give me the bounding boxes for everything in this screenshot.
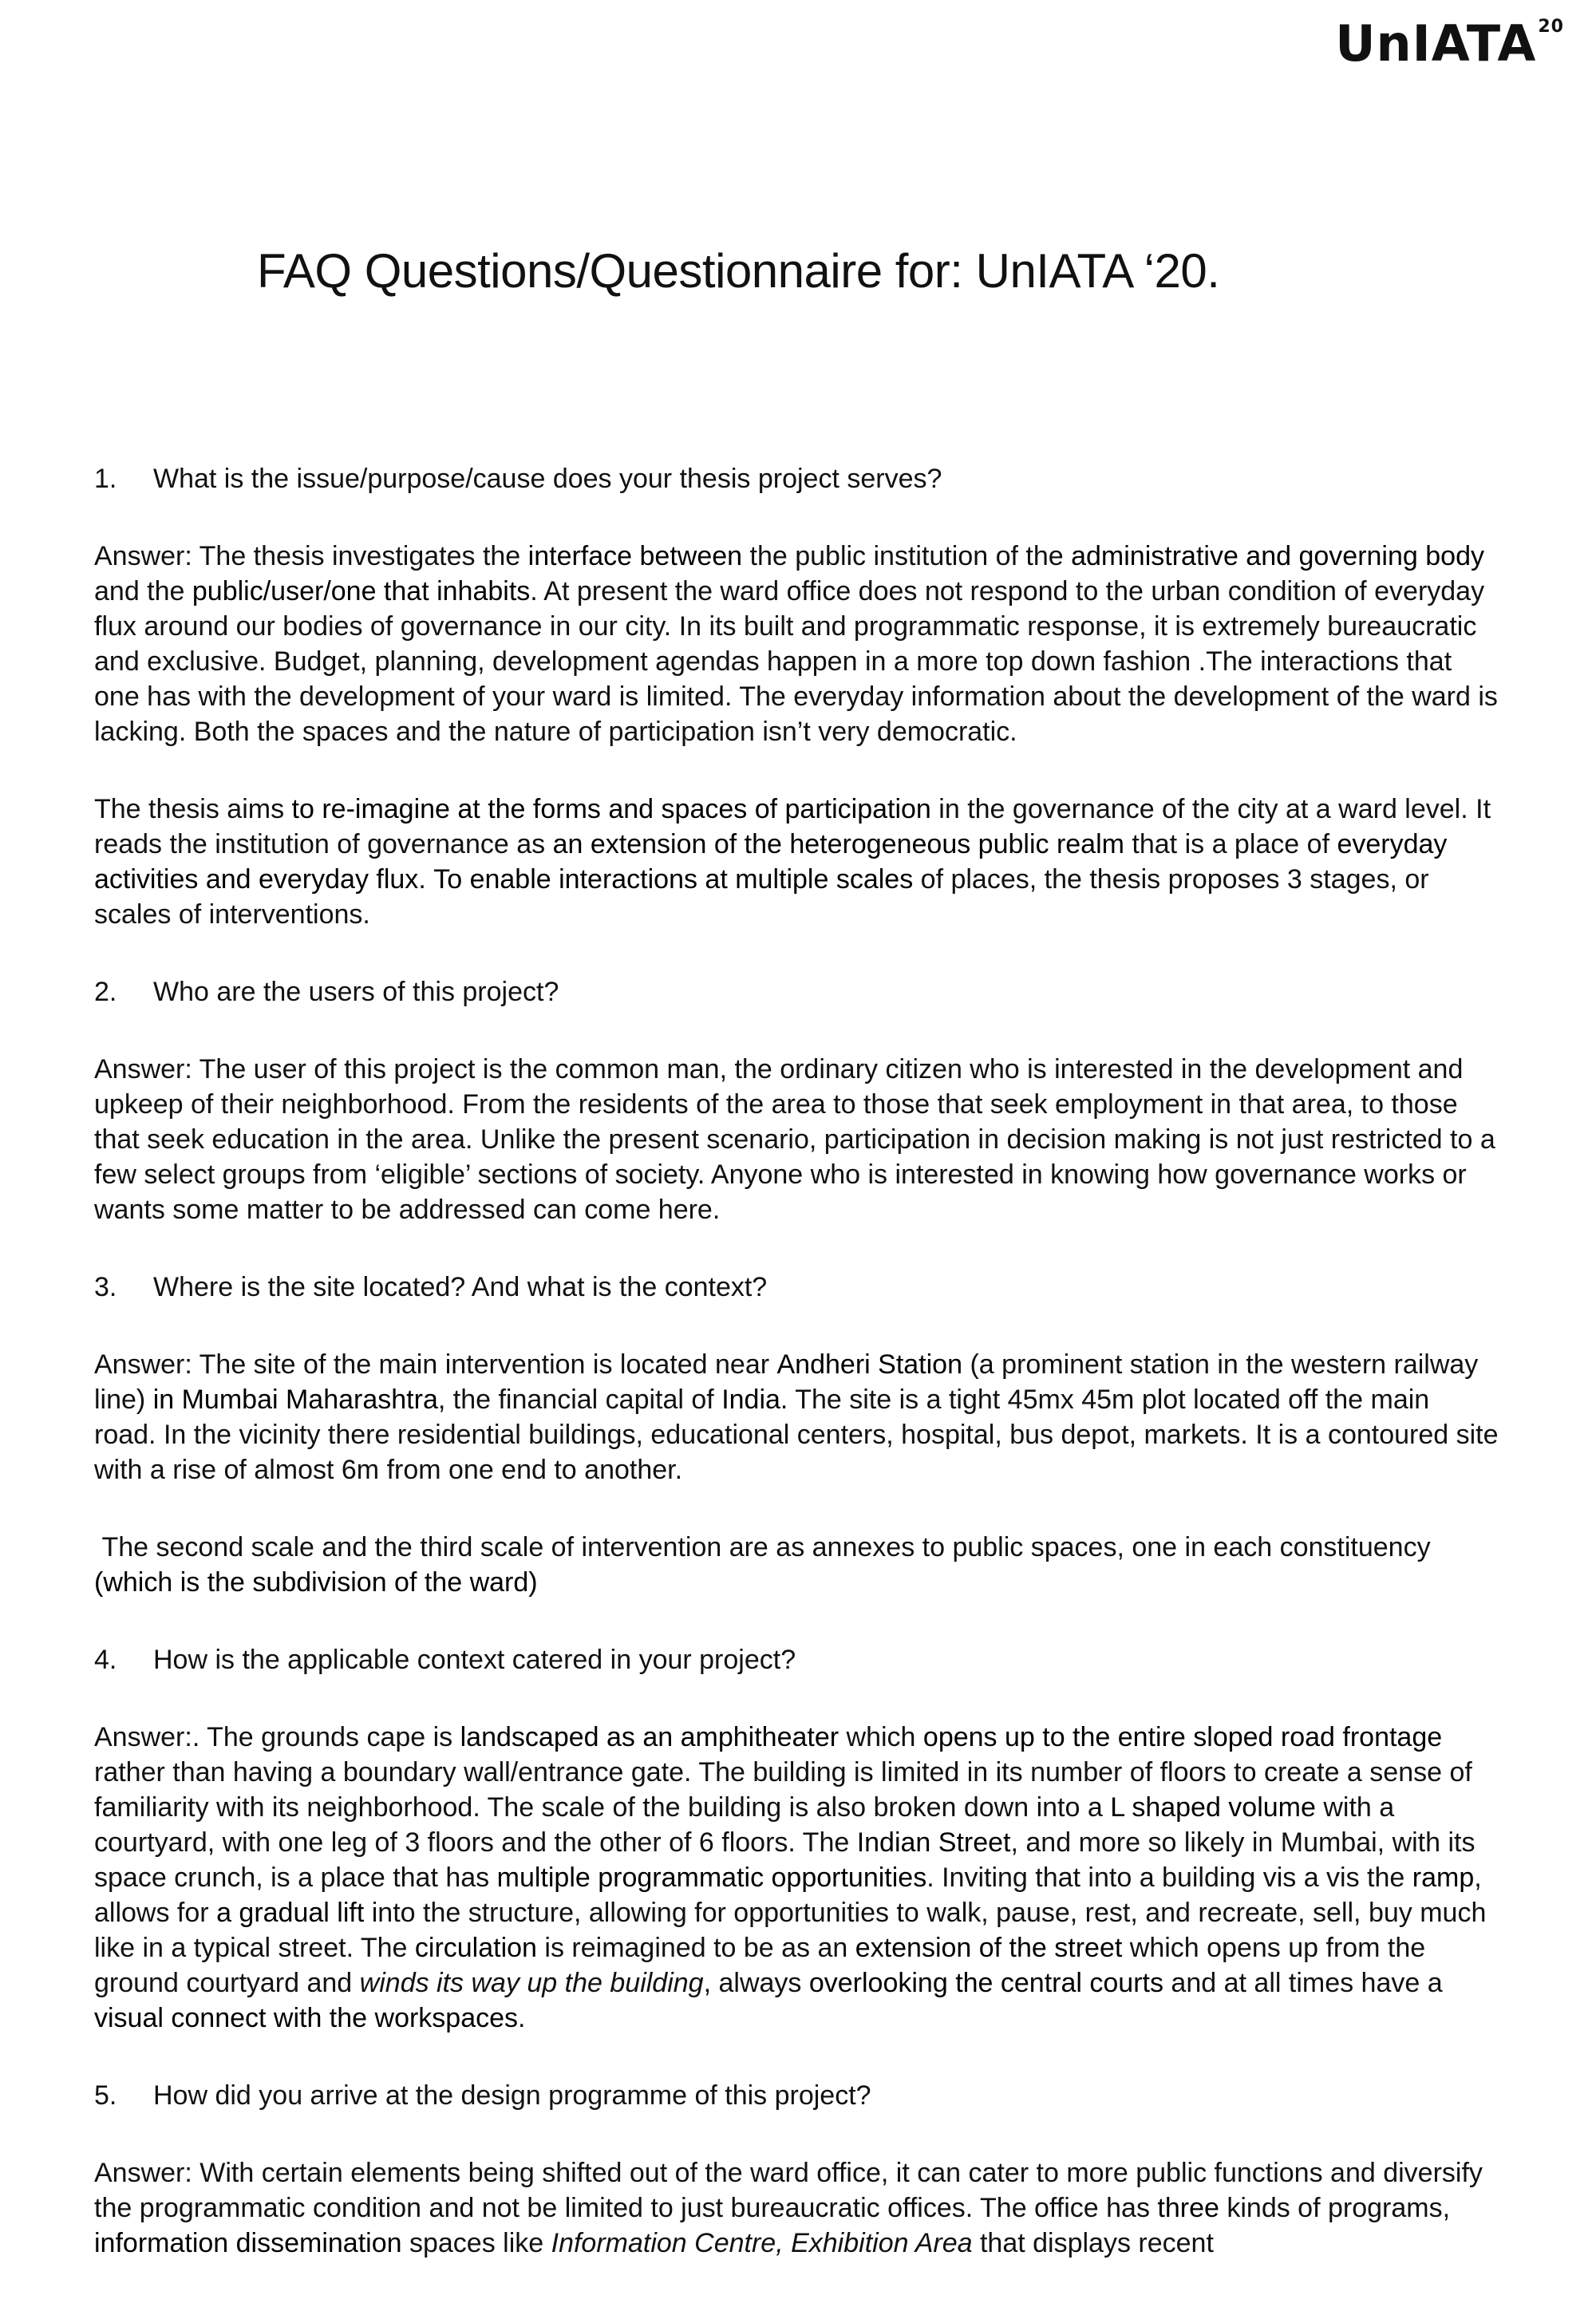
answer-text: that displays recent bbox=[972, 2228, 1214, 2258]
question-number: 4. bbox=[94, 1645, 117, 1675]
question-4 bbox=[94, 1642, 1499, 1677]
highlighted-text: To enable interactions at multiple scales bbox=[433, 864, 914, 895]
highlighted-text: landscaped as an amphitheater bbox=[460, 1722, 839, 1752]
answer-text: . bbox=[418, 864, 434, 895]
question-2 bbox=[94, 974, 1499, 1009]
highlighted-text: information dissemination bbox=[94, 2228, 402, 2258]
question-number: 2. bbox=[94, 977, 117, 1007]
answer-text: . Inviting that into a building vis a vis the bbox=[926, 1863, 1412, 1893]
question-number: 3. bbox=[94, 1272, 117, 1302]
highlighted-text: visual connect with the workspaces bbox=[94, 2003, 519, 2033]
answer-text: the public institution of the bbox=[742, 541, 1072, 571]
answer-text: (a prominent station in the western railway line) bbox=[94, 1349, 1479, 1415]
answer-text: of places, the thesis proposes 3 stages, or scales of interventions. bbox=[94, 864, 1429, 930]
answer-1-paragraph-2 bbox=[94, 792, 1499, 932]
question-number: 5. bbox=[94, 2080, 117, 2111]
highlighted-text: (which is the subdivision of the ward) bbox=[94, 1567, 538, 1598]
logo-text: UnIATA bbox=[1335, 14, 1537, 73]
highlighted-text: opens up to the entire sloped road frontage bbox=[922, 1722, 1443, 1752]
answer-text: spaces like bbox=[401, 2228, 551, 2258]
highlighted-text: multiple programmatic opportunities bbox=[496, 1863, 927, 1893]
question-1 bbox=[94, 461, 1499, 496]
answer-text: The thesis aims bbox=[94, 794, 292, 824]
highlighted-text: India bbox=[721, 1385, 780, 1415]
answer-text: . At present the ward office does not respond to the urban condition of everyday flux around our bodies of governance in our city. In its built and programmatic response, it is extremely bureaucratic and exclusive. Budget, planning, development agendas happen in a more top down fashion .The interactions that one has with the development of your ward is limited. The everyday information about the development of the ward is lacking. Both the spaces and the nature of participation isn’t very democratic. bbox=[94, 576, 1498, 747]
document-title: FAQ Questions/Questionnaire for: UnIATA ‘20. bbox=[257, 244, 1220, 298]
answer-text: into the structure, allowing for opportunities to walk, pause, rest, and recreate, sell, buy much like in a typical street. The bbox=[94, 1898, 1487, 1963]
italic-text: winds its way up the building bbox=[359, 1968, 704, 1998]
answer-text: which opens up from the ground courtyard and bbox=[94, 1933, 1426, 1998]
unIATA-logo bbox=[1335, 14, 1564, 73]
question-text: How is the applicable context catered in your project? bbox=[153, 1645, 796, 1675]
question-number: 1. bbox=[94, 464, 117, 494]
answer-text: Answer: With certain elements being shifted out of the ward office, it can cater to more public functions and diversify the programmatic condition and not be limited to just bureaucratic offices. The office has bbox=[94, 2158, 1483, 2223]
answer-text: is reimagined to be as an bbox=[536, 1933, 855, 1963]
highlighted-text: Andheri Station bbox=[776, 1349, 962, 1380]
question-3 bbox=[94, 1270, 1499, 1305]
highlighted-text: extension of the street bbox=[855, 1933, 1123, 1963]
question-5 bbox=[94, 2078, 1499, 2113]
answer-text: and the bbox=[94, 576, 192, 606]
highlighted-text: to re-imagine at the forms and spaces of participation bbox=[291, 794, 931, 824]
question-text: Where is the site located? And what is the context? bbox=[153, 1272, 768, 1302]
highlighted-text: overlooking the central courts bbox=[808, 1968, 1163, 1998]
answer-text: . bbox=[518, 2003, 526, 2033]
answer-text: , and more so likely in Mumbai, with its space crunch, is a place that has bbox=[94, 1827, 1476, 1893]
answer-3-paragraph-2 bbox=[94, 1530, 1499, 1600]
highlighted-text: Indian Street bbox=[856, 1827, 1011, 1858]
highlighted-text: three bbox=[1157, 2193, 1219, 2223]
answer-text: which bbox=[839, 1722, 923, 1752]
answer-1-paragraph-1 bbox=[94, 539, 1499, 749]
faq-content bbox=[94, 461, 1499, 2303]
answer-5 bbox=[94, 2155, 1499, 2261]
question-text: How did you arrive at the design programme of this project? bbox=[153, 2080, 871, 2111]
answer-text: , allows for bbox=[94, 1863, 1482, 1928]
answer-2: Answer: The user of this project is the common man, the ordinary citizen who is interested in the development and upkeep of their neighborhood. From the residents of the area to those that seek employment in that area, to those that seek education in the area. Unlike the present scenario, participation in decision making is not just restricted to a few select groups from ‘eligible’ sections of society. Anyone who is interested in knowing how governance works or wants some matter to be addressed can come here. bbox=[94, 1054, 1495, 1225]
answer-text: with a courtyard, with one leg of 3 floors and the other of 6 floors. The bbox=[94, 1792, 1395, 1858]
highlighted-text: ramp bbox=[1412, 1863, 1475, 1893]
highlighted-text: circulation bbox=[414, 1933, 537, 1963]
highlighted-text: public/user/one that inhabits bbox=[192, 576, 531, 606]
answer-text: Answer: The site of the main intervention is located near bbox=[94, 1349, 777, 1380]
answer-text: in the governance of the city at a ward level. It reads the institution of governance as bbox=[94, 794, 1491, 859]
highlighted-text: administrative and governing body bbox=[1071, 541, 1484, 571]
answer-text: , always bbox=[703, 1968, 809, 1998]
answer-text: kinds of programs, bbox=[1219, 2193, 1451, 2223]
answer-text: . The site is a tight 45mx 45m plot located off the main road. In the vicinity there residential buildings, educational centers, hospital, bus depot, markets. It is a contoured site with a rise of almost 6m from one end to another. bbox=[94, 1385, 1499, 1485]
highlighted-text: everyday activities and everyday flux bbox=[94, 829, 1448, 895]
answer-3-paragraph-1 bbox=[94, 1347, 1499, 1487]
answer-text: Answer:. The grounds cape is bbox=[94, 1722, 460, 1752]
answer-text: rather than having a boundary wall/entrance gate. The building is limited in its number of floors to create a sense of familiarity with its neighborhood. The scale of the building is also broken down into a bbox=[94, 1757, 1472, 1823]
highlighted-text: L shaped volume bbox=[1110, 1792, 1316, 1823]
highlighted-text: an extension of the heterogeneous public realm bbox=[552, 829, 1124, 859]
question-text: Who are the users of this project? bbox=[153, 977, 559, 1007]
answer-text: , the financial capital of bbox=[437, 1385, 722, 1415]
question-text: What is the issue/purpose/cause does your thesis project serves? bbox=[153, 464, 942, 494]
answer-text: The second scale and the third scale of intervention are as annexes to public spaces, one in each constituency bbox=[94, 1532, 1439, 1562]
answer-text: Answer: The thesis investigates the bbox=[94, 541, 528, 571]
answer-text: and at all times have a bbox=[1163, 1968, 1443, 1998]
italic-text: Information Centre, Exhibition Area bbox=[551, 2228, 973, 2258]
answer-4 bbox=[94, 1720, 1499, 2036]
answer-text: that is a place of bbox=[1124, 829, 1337, 859]
highlighted-text: in Mumbai Maharashtra bbox=[152, 1385, 438, 1415]
logo-superscript: 20 bbox=[1538, 17, 1564, 38]
highlighted-text: a gradual lift bbox=[216, 1898, 365, 1928]
highlighted-text: interface between bbox=[527, 541, 743, 571]
